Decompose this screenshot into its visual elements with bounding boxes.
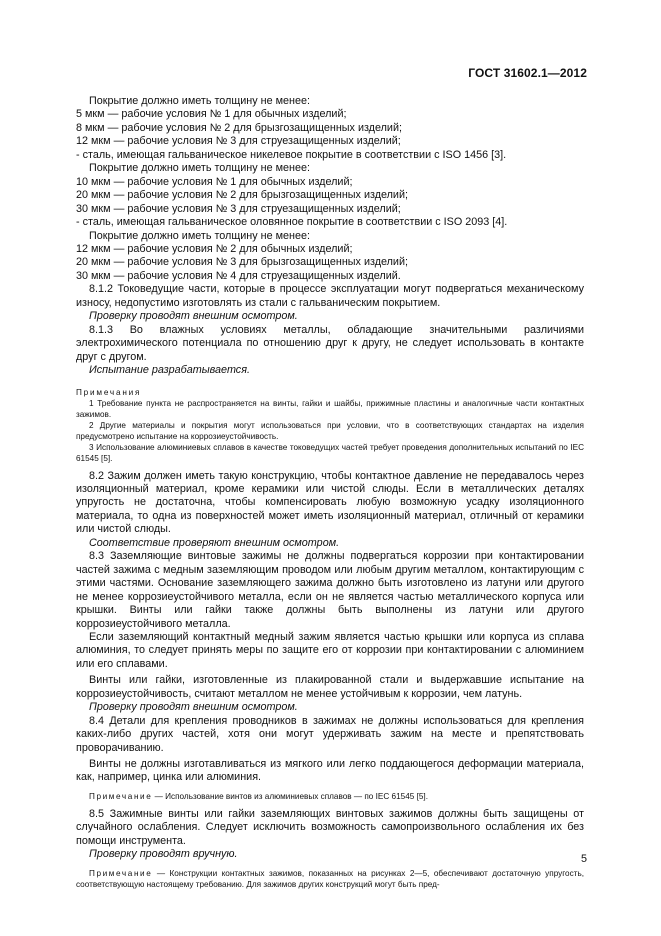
list-item: 10 мкм — рабочие условия № 1 для обычных изделий; <box>76 175 353 188</box>
verification-text: Соответствие проверяют внешним осмотром. <box>89 536 340 549</box>
list-item: 8 мкм — рабочие условия № 2 для брызгозащищенных изделий; <box>76 121 402 134</box>
list-item: 12 мкм — рабочие условия № 3 для струезащищенных изделий; <box>76 135 401 148</box>
list-item: 20 мкм — рабочие условия № 2 для брызгозащищенных изделий; <box>76 189 408 202</box>
note-label: Примечание <box>89 868 153 878</box>
standard-header: ГОСТ 31602.1—2012 <box>468 66 587 80</box>
verification-text: Проверку проводят вручную. <box>89 848 238 861</box>
page-body <box>76 95 584 890</box>
list-item: 30 мкм — рабочие условия № 3 для струезащищенных изделий; <box>76 202 401 215</box>
list-item: - сталь, имеющая гальваническое оловянное покрытие в соответствии с ISO 2093 [4]. <box>76 216 508 229</box>
note-item: 1 Требование пункта не распространяется на винты, гайки и шайбы, прижимные пластины и аналогичные части контактных зажимов. <box>76 398 584 419</box>
note-item: 3 Использование алюминиевых сплавов в качестве токоведущих частей требует проведения дополнительных испытаний по IEC 61545 [5]. <box>76 442 584 463</box>
clause-8-3-aluminium: Если заземляющий контактный медный зажим является частью крышки или корпуса из сплава алюминия, то следует принять меры по защите его от коррозии при контактировании с алюминием или его сплавами. <box>76 630 584 670</box>
note-text: — Конструкции контактных зажимов, показанных на рисунках 2—5, обеспечивают достаточную упругость, соответствующую настоящему требованию. Для зажимов других конструкций могут быть пред- <box>76 868 584 889</box>
verification-text: Проверку проводят внешним осмотром. <box>89 701 298 714</box>
note-label: Примечание <box>89 791 153 801</box>
note-aluminium-screws <box>76 791 584 802</box>
clause-8-4: 8.4 Детали для крепления проводников в зажимах не должны использоваться для крепления каких-либо других частей, хотя они могут удерживать зажим на месте и препятствовать проворачиванию. <box>76 714 584 754</box>
note-terminal-design <box>76 868 584 890</box>
page-number: 5 <box>580 853 587 865</box>
coating-requirement: Покрытие должно иметь толщину не менее: <box>89 95 310 107</box>
coating-requirement: Покрытие должно иметь толщину не менее: <box>89 162 310 175</box>
list-item: 12 мкм — рабочие условия № 2 для обычных изделий; <box>76 242 353 255</box>
list-item: 30 мкм — рабочие условия № 4 для струезащищенных изделий. <box>76 269 401 282</box>
test-text: Испытание разрабатывается. <box>89 364 250 377</box>
note-item: 2 Другие материалы и покрытия могут использоваться при условии, что в соответствующих стандартах на изделия предусмотрено испытание на коррозиеустойчивость. <box>76 420 584 441</box>
list-item: 20 мкм — рабочие условия № 3 для брызгозащищенных изделий; <box>76 256 408 269</box>
verification-text: Проверку проводят внешним осмотром. <box>89 310 298 323</box>
clause-8-1-2: 8.1.2 Токоведущие части, которые в процессе эксплуатации могут подвергаться механическому износу, недопустимо изготовлять из стали с гальваническим покрытием. <box>76 283 584 309</box>
notes-heading: Примечания <box>76 387 142 397</box>
list-item: - сталь, имеющая гальваническое никелевое покрытие в соответствии с ISO 1456 [3]. <box>76 148 507 161</box>
coating-requirement: Покрытие должно иметь толщину не менее: <box>89 229 310 242</box>
list-item: 5 мкм — рабочие условия № 1 для обычных изделий; <box>76 108 347 121</box>
clause-8-2: 8.2 Зажим должен иметь такую конструкцию, чтобы контактное давление не передавалось через изоляционный материал, кроме керамики или чистой слюды. Если в металлических деталях упругость не достаточна, чтобы компенсировать любую возможную усадку изоляционного материала, то одна из поверхностей может иметь изоляционный материал, отличный от керамики или чистой слюды. <box>76 469 584 536</box>
clause-8-3-screws: Винты или гайки, изготовленные из плакированной стали и выдержавшие испытание на коррозиеустойчивость, считают металлом не менее устойчивым к коррозии, чем латунь. <box>76 674 584 700</box>
clause-8-5: 8.5 Зажимные винты или гайки заземляющих винтовых зажимов должны быть защищены от случайного ослабления. Следует исключить возможность самопроизвольного ослабления их без помощи инструмента. <box>76 807 584 847</box>
clause-8-3: 8.3 Заземляющие винтовые зажимы не должны подвергаться коррозии при контактировании частей зажима с медным заземляющим проводом или любым другим металлом, контактирующим с этими частями. Основание заземляющего зажима должно быть изготовлено из латуни или другого не менее коррозиеустойчивого металла, если он не является частью металлического корпуса или крышки. Винты или гайки также должны быть выполнены из латуни или другого коррозиеустойчивого металла. <box>76 550 584 630</box>
clause-8-1-3: 8.1.3 Во влажных условиях металлы, обладающие значительными различиями электрохимического потенциала по отношению друг к другу, не следует использовать в контакте друг с другом. <box>76 323 584 363</box>
note-text: — Использование винтов из алюминиевых сплавов — по IEC 61545 [5]. <box>152 791 428 801</box>
clause-8-4-screws: Винты не должны изготавливаться из мягкого или легко поддающегося деформации материала, как, например, цинка или алюминия. <box>76 758 584 784</box>
